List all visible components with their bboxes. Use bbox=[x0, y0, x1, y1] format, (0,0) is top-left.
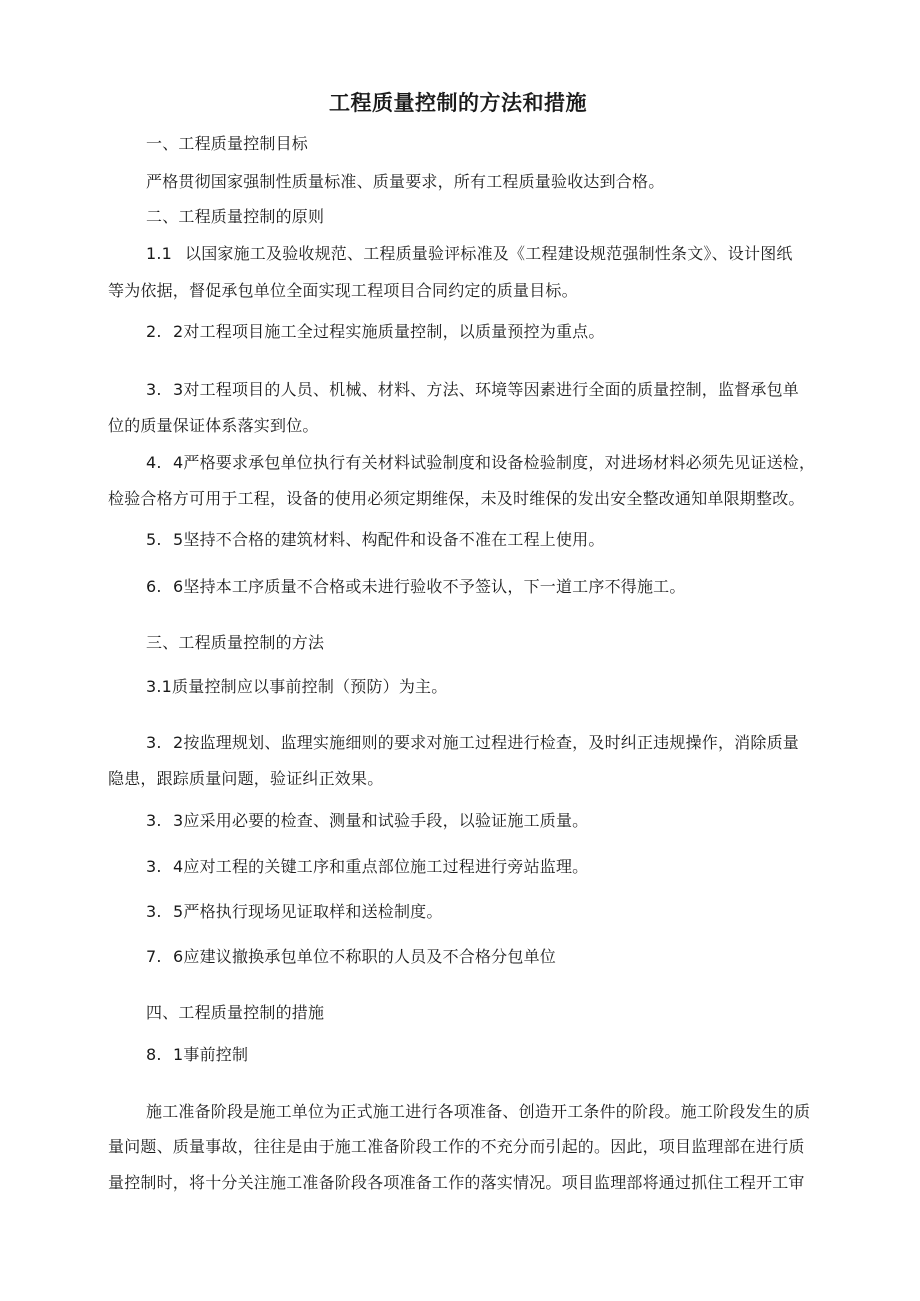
item-text: 检验合格方可用于工程，设备的使用必须定期维保，未及时维保的发出安全整改通知单限期整改。 bbox=[108, 489, 805, 508]
section-4-heading: 四、工程质量控制的措施 bbox=[146, 1003, 325, 1022]
item-text: 2按监理规划、监理实施细则的要求对施工过程进行检查，及时纠正违规操作，消除质量 bbox=[173, 733, 799, 752]
item-text: 隐患，跟踪质量问题，验证纠正效果。 bbox=[108, 769, 384, 788]
item-text: 4严格要求承包单位执行有关材料试验制度和设备检验制度，对进场材料必须先见证送检， bbox=[173, 453, 816, 472]
section-1-text: 严格贯彻国家强制性质量标准、质量要求，所有工程质量验收达到合格。 bbox=[146, 172, 665, 191]
item-number: 6. bbox=[146, 577, 162, 596]
section-2-heading: 二、工程质量控制的原则 bbox=[146, 207, 325, 226]
item-text: 以国家施工及验收规范、工程质量验评标准及《工程建设规范强制性条文》、设计图纸 bbox=[185, 244, 793, 263]
item-text: 3应采用必要的检查、测量和试验手段，以验证施工质量。 bbox=[173, 811, 589, 830]
item-number: 3. bbox=[146, 811, 162, 830]
section-1-heading: 一、工程质量控制目标 bbox=[146, 134, 309, 153]
item-number: 1.1 bbox=[146, 244, 173, 263]
item-number: 7. bbox=[146, 947, 162, 966]
item-number: 5. bbox=[146, 530, 162, 549]
section-3-heading: 三、工程质量控制的方法 bbox=[146, 633, 325, 652]
paragraph-line: 量问题、质量事故，往往是由于施工准备阶段工作的不充分而引起的。因此，项目监理部在进行质 bbox=[108, 1137, 805, 1156]
item-text: 6坚持本工序质量不合格或未进行验收不予签认，下一道工序不得施工。 bbox=[173, 577, 686, 596]
item-number: 4. bbox=[146, 453, 162, 472]
item-number: 3. bbox=[146, 733, 162, 752]
paragraph-line: 量控制时，将十分关注施工准备阶段各项准备工作的落实情况。项目监理部将通过抓住工程开工审 bbox=[108, 1173, 805, 1192]
item-text: 3对工程项目的人员、机械、材料、方法、环境等因素进行全面的质量控制，监督承包单 bbox=[173, 380, 799, 399]
item-number: 2. bbox=[146, 322, 162, 341]
item-number: 3. bbox=[146, 380, 162, 399]
item-text: 6应建议撤换承包单位不称职的人员及不合格分包单位 bbox=[173, 947, 556, 966]
item-number: 3. bbox=[146, 857, 162, 876]
item-text: 位的质量保证体系落实到位。 bbox=[108, 416, 319, 435]
item-text: 4应对工程的关键工序和重点部位施工过程进行旁站监理。 bbox=[173, 857, 589, 876]
item-text: 5严格执行现场见证取样和送检制度。 bbox=[173, 902, 443, 921]
paragraph-line: 施工准备阶段是施工单位为正式施工进行各项准备、创造开工条件的阶段。施工阶段发生的质 bbox=[146, 1102, 811, 1121]
item-text: 3.1质量控制应以事前控制（预防）为主。 bbox=[146, 677, 448, 696]
item-number: 3. bbox=[146, 902, 162, 921]
item-text: 2对工程项目施工全过程实施质量控制，以质量预控为重点。 bbox=[173, 322, 605, 341]
item-number: 8. bbox=[146, 1045, 162, 1064]
item-text: 等为依据，督促承包单位全面实现工程项目合同约定的质量目标。 bbox=[108, 281, 578, 300]
page-title: 工程质量控制的方法和措施 bbox=[329, 91, 587, 115]
item-text: 5坚持不合格的建筑材料、构配件和设备不准在工程上使用。 bbox=[173, 530, 605, 549]
item-text: 1事前控制 bbox=[173, 1045, 249, 1064]
